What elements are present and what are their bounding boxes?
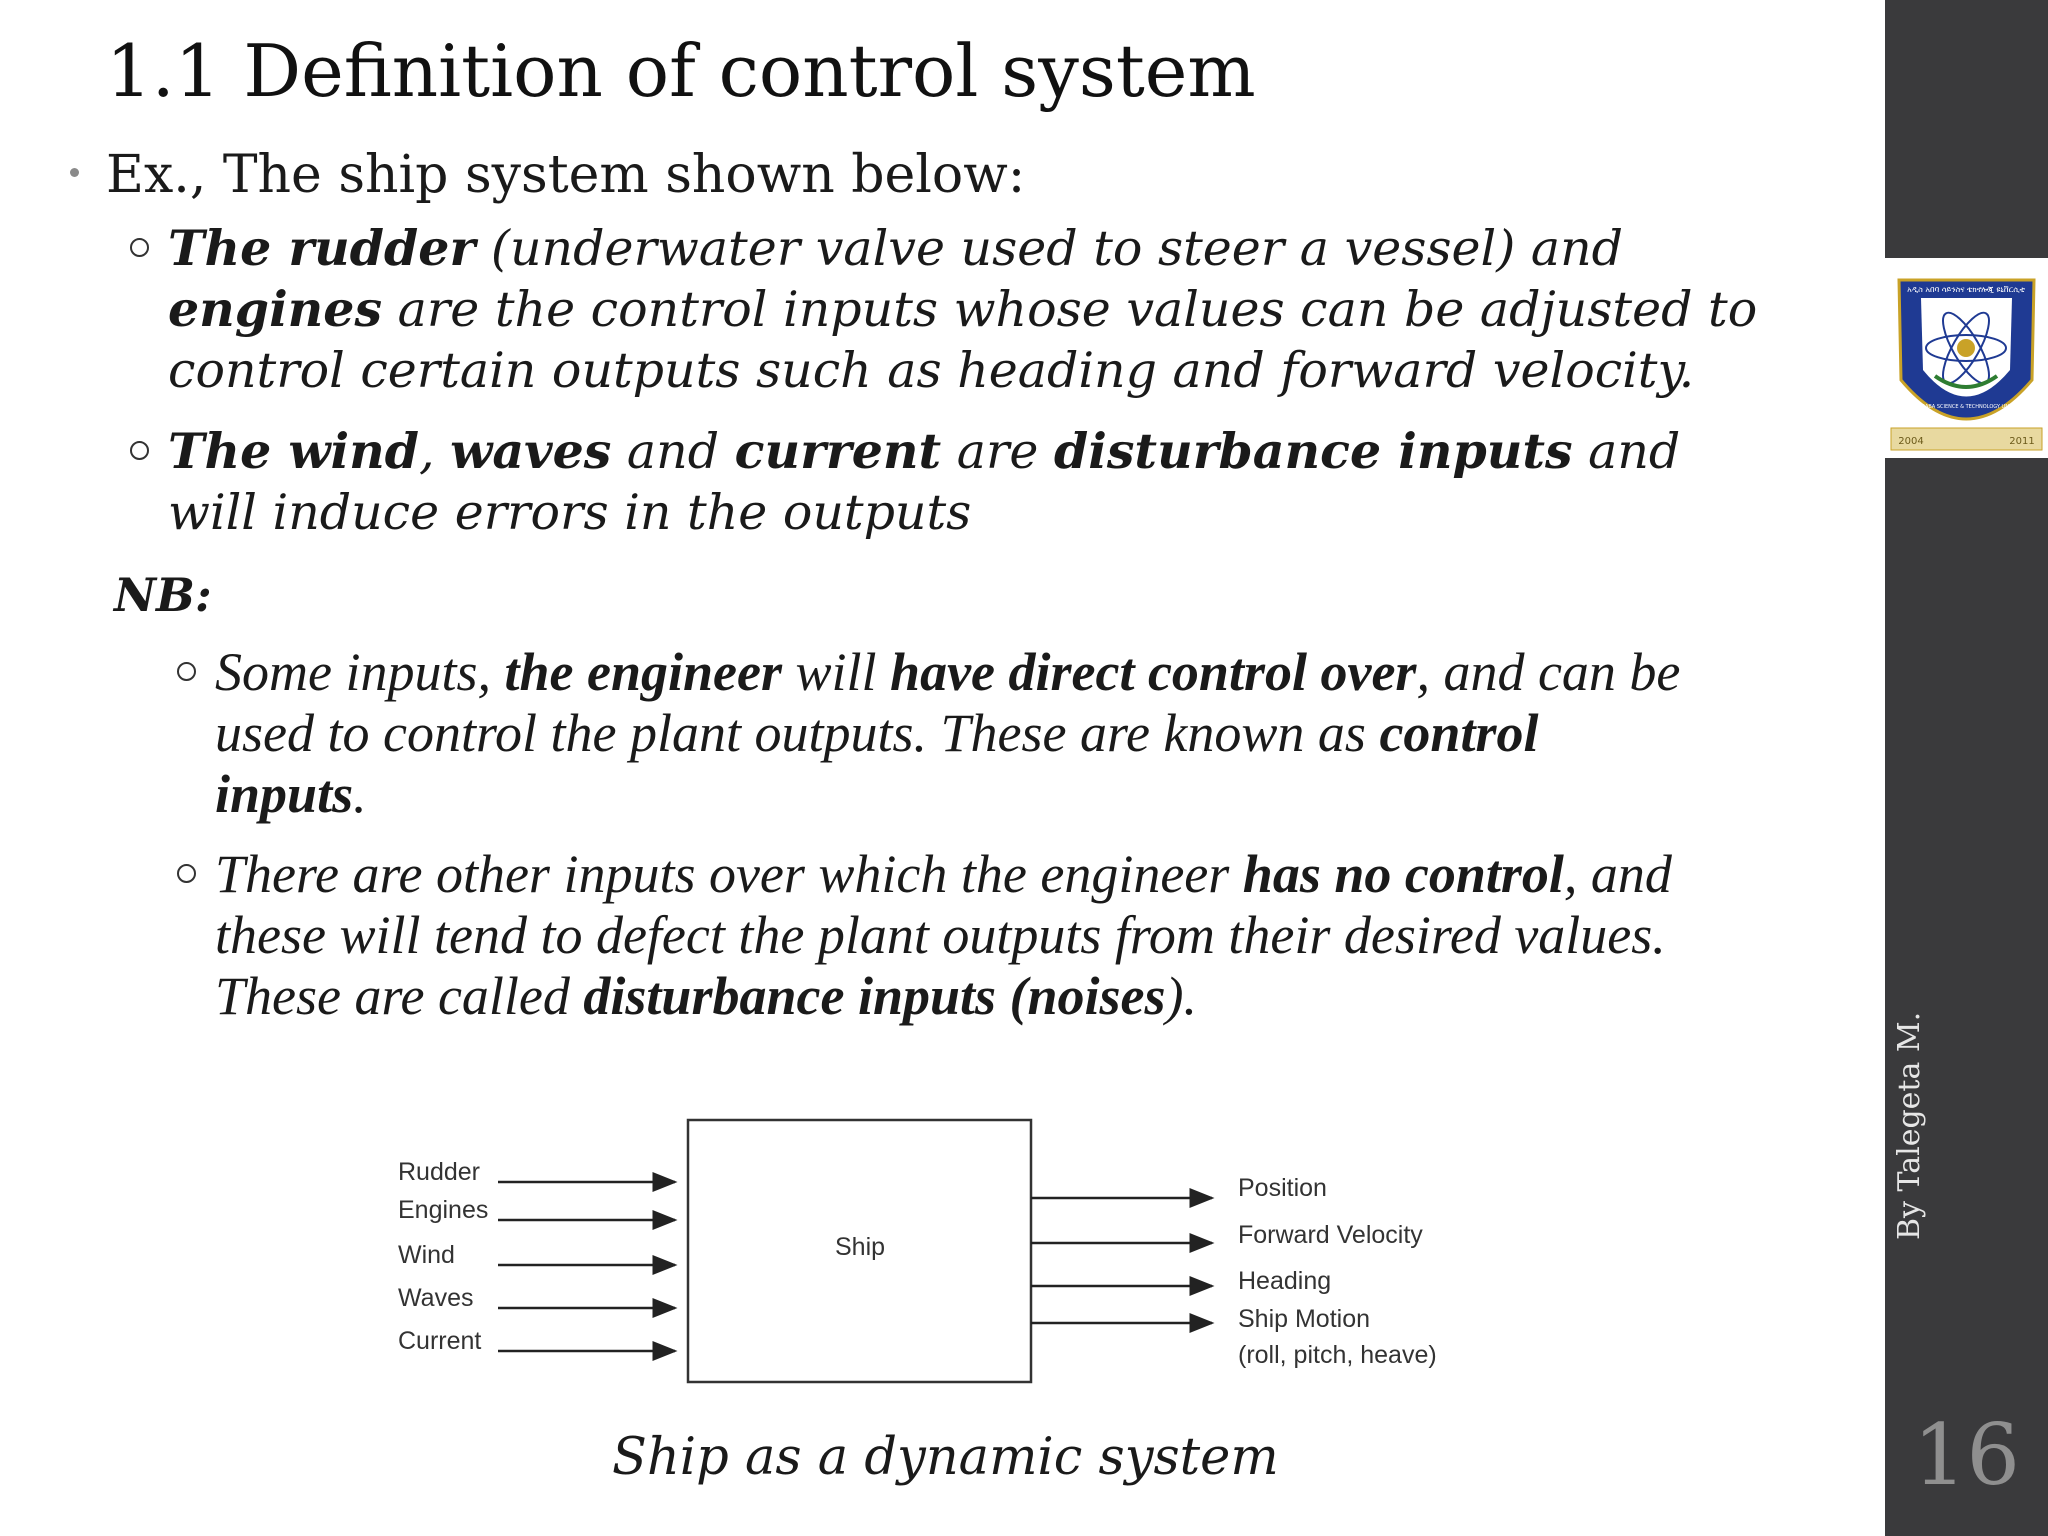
bullet-text: Ex., The ship system shown below: bbox=[106, 145, 1026, 205]
logo-year-left: 2004 bbox=[1898, 436, 1924, 447]
logo-ring-text: ADDIS ABABA SCIENCE & TECHNOLOGY UNIVERSITY bbox=[1900, 404, 2032, 410]
university-seal-icon bbox=[1885, 258, 2048, 458]
sub-bullet-rudder bbox=[168, 218, 1757, 401]
input-label-rudder: Rudder bbox=[398, 1158, 480, 1186]
text: , and can be bbox=[1416, 642, 1681, 702]
text: will induce errors in the outputs bbox=[168, 484, 972, 541]
input-label-waves: Waves bbox=[398, 1284, 474, 1312]
nb-bullet-disturbance-inputs bbox=[215, 844, 1672, 1027]
ship-block-label: Ship bbox=[835, 1233, 886, 1261]
logo-top-text: አዲስ አበባ ሳይንስና ቴክኖሎጂ ዩኒቨርሲቲ bbox=[1907, 285, 2025, 294]
nb-label: NB: bbox=[114, 568, 212, 622]
text: used to control the plant outputs. These are known as bbox=[215, 703, 1380, 763]
input-label-wind: Wind bbox=[398, 1241, 455, 1269]
bold-text: have direct control over bbox=[890, 642, 1417, 702]
bold-text: engines bbox=[168, 280, 383, 338]
circle-bullet-icon bbox=[177, 662, 196, 681]
text: , bbox=[419, 423, 451, 480]
text: control certain outputs such as heading and forward velocity. bbox=[168, 342, 1695, 399]
bold-text: waves bbox=[450, 422, 612, 480]
text: will bbox=[782, 642, 891, 702]
bold-text: disturbance inputs bbox=[1053, 422, 1573, 480]
text: . bbox=[353, 764, 367, 824]
text: these will tend to defect the plant outputs from their desired values. bbox=[215, 905, 1666, 965]
output-label-forward-velocity: Forward Velocity bbox=[1238, 1221, 1423, 1249]
bold-text: inputs bbox=[215, 764, 354, 824]
circle-bullet-icon bbox=[130, 441, 149, 460]
output-label-ship-motion-note: (roll, pitch, heave) bbox=[1238, 1341, 1437, 1369]
nb-bullet-control-inputs bbox=[215, 642, 1680, 825]
text: and bbox=[1572, 423, 1681, 480]
slide-title: 1.1 Definition of control system bbox=[106, 29, 1256, 113]
bullet-dot-icon bbox=[70, 168, 79, 177]
text: and bbox=[611, 423, 735, 480]
bold-text: control bbox=[1379, 703, 1539, 763]
text: , and bbox=[1563, 844, 1672, 904]
text: ). bbox=[1165, 966, 1198, 1026]
bold-text: has no control bbox=[1242, 844, 1564, 904]
bold-text: disturbance inputs (noises bbox=[583, 966, 1166, 1026]
slide-sidebar bbox=[1885, 0, 2048, 1536]
text: These are called bbox=[215, 966, 584, 1026]
text: are bbox=[941, 423, 1054, 480]
text: There are other inputs over which the engineer bbox=[215, 844, 1243, 904]
figure-caption: Ship as a dynamic system bbox=[612, 1428, 1279, 1487]
output-label-ship-motion: Ship Motion bbox=[1238, 1305, 1371, 1333]
input-label-current: Current bbox=[398, 1327, 482, 1355]
university-logo bbox=[1885, 258, 2048, 458]
bold-text: the engineer bbox=[504, 642, 782, 702]
bold-text: current bbox=[734, 422, 942, 480]
logo-year-right: 2011 bbox=[2009, 436, 2035, 447]
text: are the control inputs whose values can be adjusted to bbox=[382, 281, 1758, 338]
circle-bullet-icon bbox=[177, 864, 196, 883]
text: (underwater valve used to steer a vessel) and bbox=[475, 220, 1624, 277]
bold-text: The wind bbox=[168, 422, 420, 480]
page-number: 16 bbox=[1913, 1406, 2020, 1504]
circle-bullet-icon bbox=[130, 238, 149, 257]
ship-block-diagram bbox=[380, 1105, 1460, 1405]
text: Some inputs, bbox=[215, 642, 505, 702]
output-label-heading: Heading bbox=[1238, 1267, 1332, 1295]
output-label-position: Position bbox=[1238, 1174, 1327, 1202]
author-credit: By Talegeta M. bbox=[1892, 1011, 1927, 1240]
input-label-engines: Engines bbox=[398, 1196, 489, 1224]
bold-text: The rudder bbox=[168, 219, 476, 277]
sub-bullet-disturbances bbox=[168, 421, 1680, 543]
